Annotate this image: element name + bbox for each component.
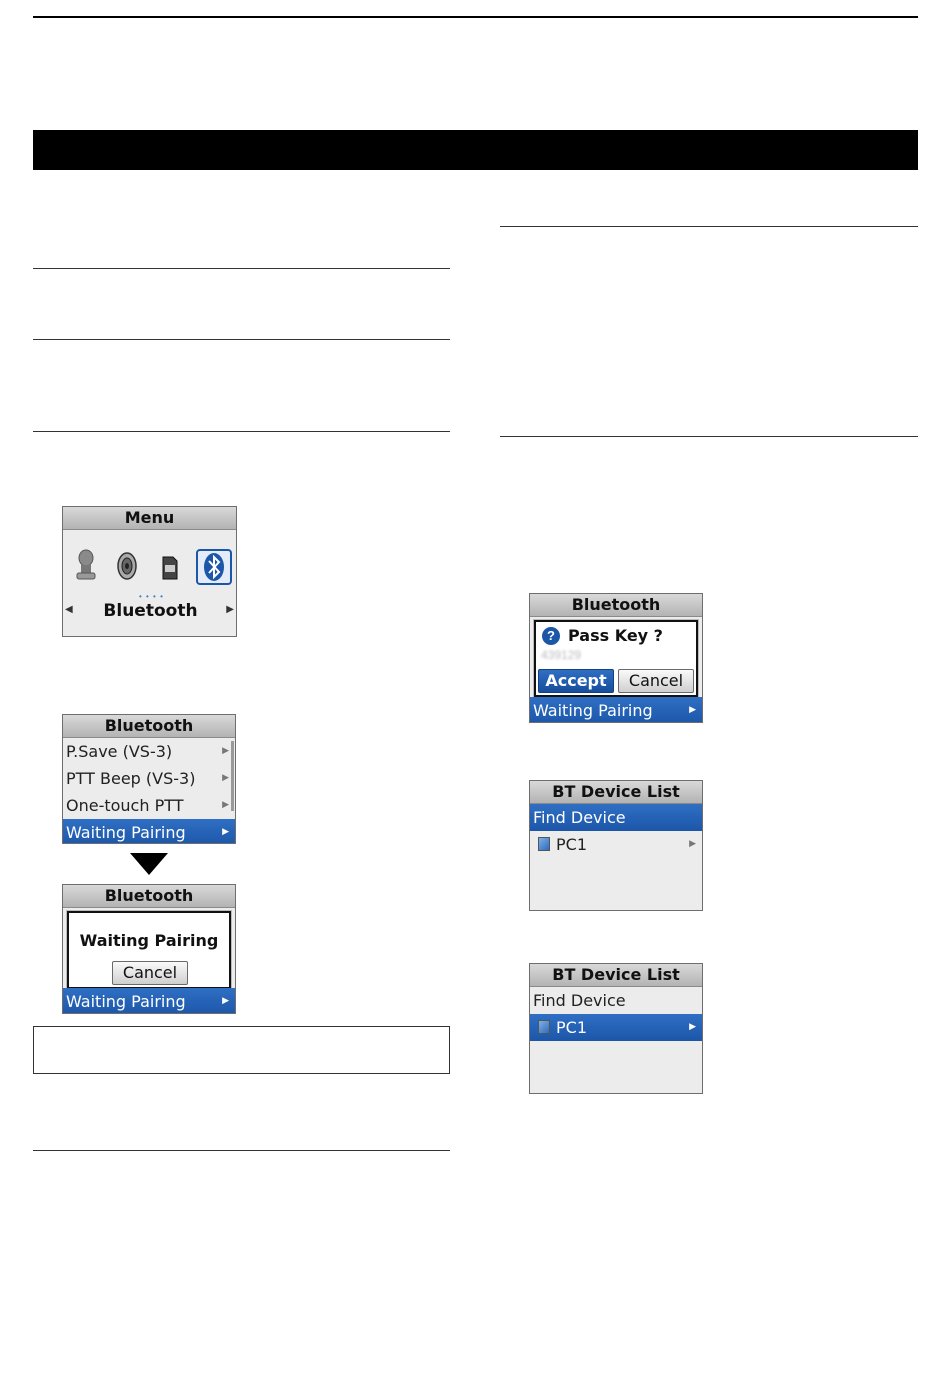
left-rule-2 xyxy=(33,339,450,340)
speaker-icon xyxy=(113,549,141,583)
question-icon: ? xyxy=(542,627,560,645)
chevron-right-icon: ▶ xyxy=(689,1022,696,1032)
waiting-screen-title: Bluetooth xyxy=(63,885,235,908)
chevron-right-icon: ▶ xyxy=(689,839,696,849)
scrollbar[interactable] xyxy=(231,741,234,811)
right-rule-2 xyxy=(500,436,918,437)
pass-key-dialog xyxy=(534,620,698,697)
chevron-right-icon: ▶ xyxy=(222,996,229,1006)
menu-title: Menu xyxy=(63,507,236,530)
dialog-message: Waiting Pairing xyxy=(79,931,219,950)
device-item-pc1[interactable] xyxy=(530,1014,702,1041)
top-rule xyxy=(33,16,918,18)
cancel-button[interactable]: Cancel xyxy=(112,961,188,985)
right-rule-1 xyxy=(500,226,918,227)
item-label: Find Device xyxy=(533,991,626,1010)
bt-device-list-screen-1 xyxy=(529,780,703,911)
section-header-bar xyxy=(33,130,918,170)
page-dots: • • • • xyxy=(139,592,164,601)
footer-item-waiting-pairing[interactable] xyxy=(530,697,702,723)
left-rule-1 xyxy=(33,268,450,269)
item-label: PTT Beep (VS-3) xyxy=(66,769,196,788)
bluetooth-menu-title: Bluetooth xyxy=(63,715,235,738)
chevron-right-icon: ▶ xyxy=(222,746,229,756)
device-list-title: BT Device List xyxy=(530,964,702,987)
chevron-right-icon: ▶ xyxy=(222,773,229,783)
pass-key-screen xyxy=(529,593,703,723)
device-icon xyxy=(538,837,550,851)
device-list-title: BT Device List xyxy=(530,781,702,804)
item-label: PC1 xyxy=(556,1018,587,1037)
find-device-item[interactable] xyxy=(530,987,702,1014)
item-label: Waiting Pairing xyxy=(66,823,186,842)
menu-item-psave[interactable] xyxy=(63,738,235,765)
device-icon xyxy=(538,1020,550,1034)
left-rule-4 xyxy=(33,1150,450,1151)
item-label: Find Device xyxy=(533,808,626,827)
item-label: One-touch PTT xyxy=(66,796,184,815)
cancel-button[interactable]: Cancel xyxy=(618,669,694,693)
accept-button[interactable]: Accept xyxy=(538,669,614,693)
bluetooth-menu-screen xyxy=(62,714,236,844)
item-label: P.Save (VS-3) xyxy=(66,742,173,761)
menu-screen xyxy=(62,506,237,637)
chevron-right-icon: ▶ xyxy=(222,827,229,837)
item-label: PC1 xyxy=(556,835,587,854)
note-box xyxy=(33,1026,450,1074)
sd-card-icon xyxy=(159,553,181,583)
item-label: Waiting Pairing xyxy=(66,992,186,1011)
down-arrow-icon xyxy=(130,853,168,875)
menu-item-one-touch-ptt[interactable] xyxy=(63,792,235,819)
footer-item-waiting-pairing[interactable] xyxy=(63,988,235,1014)
pass-key-screen-title: Bluetooth xyxy=(530,594,702,617)
menu-item-ptt-beep[interactable] xyxy=(63,765,235,792)
pass-key-question: Pass Key ? xyxy=(568,626,663,645)
find-device-item[interactable] xyxy=(530,804,702,831)
item-label: Waiting Pairing xyxy=(533,701,653,720)
chevron-right-icon: ▶ xyxy=(689,705,696,715)
bluetooth-icon[interactable] xyxy=(196,549,232,585)
bt-device-list-screen-2 xyxy=(529,963,703,1094)
right-arrow-icon[interactable]: ▶ xyxy=(226,604,234,615)
pass-key-value: 439129 xyxy=(541,648,582,662)
device-item-pc1[interactable] xyxy=(530,831,702,858)
waiting-pairing-screen xyxy=(62,884,236,1014)
microphone-icon xyxy=(73,547,99,583)
left-arrow-icon[interactable]: ◀ xyxy=(65,604,73,615)
menu-item-waiting-pairing[interactable] xyxy=(63,819,235,844)
menu-selected-label: Bluetooth xyxy=(103,601,198,621)
chevron-right-icon: ▶ xyxy=(222,800,229,810)
waiting-dialog xyxy=(67,911,231,989)
left-rule-3 xyxy=(33,431,450,432)
